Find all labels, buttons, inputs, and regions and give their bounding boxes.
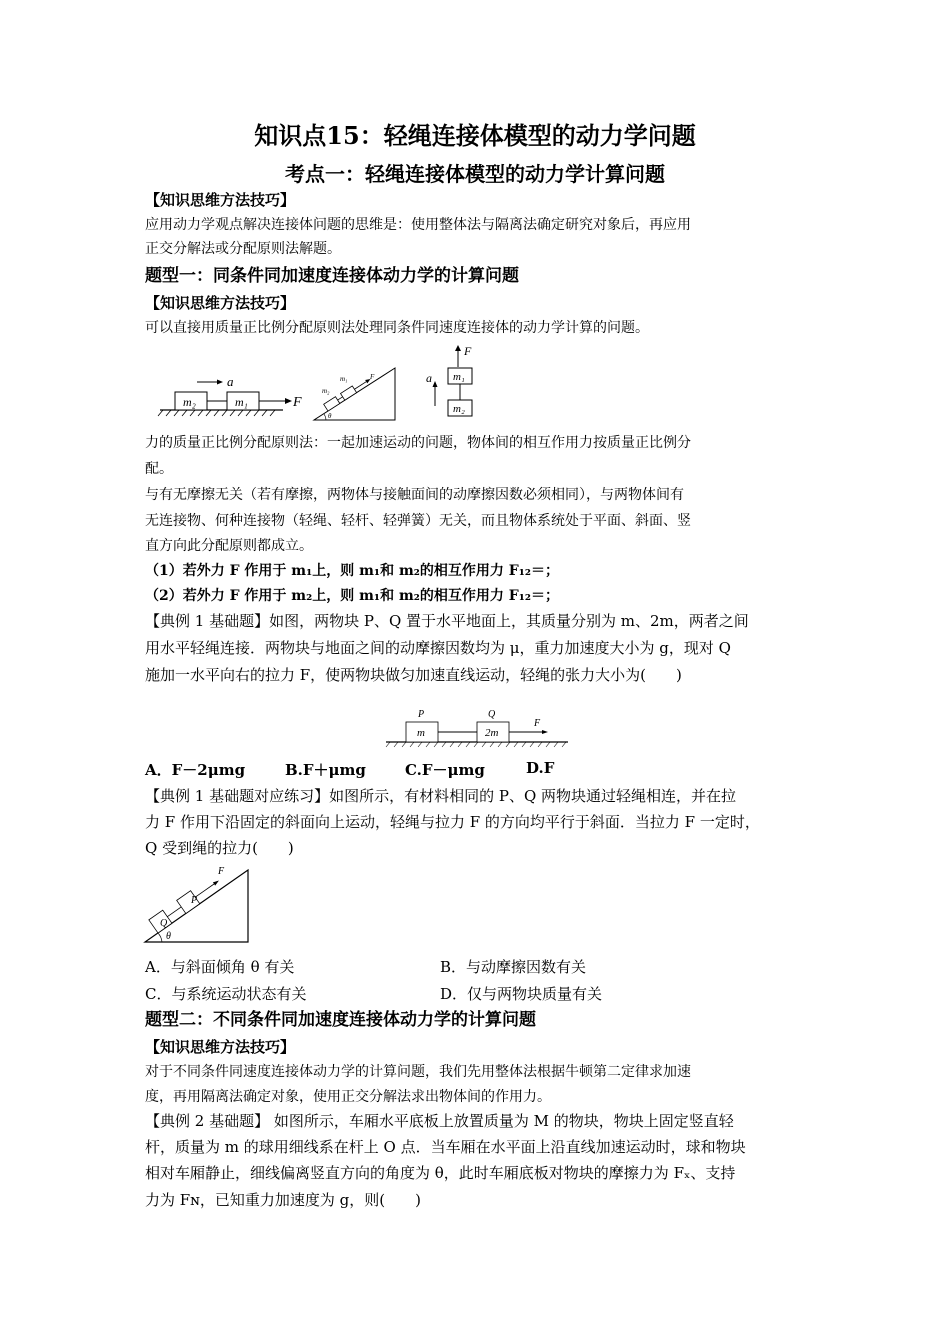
option-d[interactable]: D．仅与两物块质量有关 (440, 985, 603, 1003)
case-1: （1）若外力 F 作用于 m₁上，则 m₁和 m₂的相互作用力 F₁₂＝； (145, 563, 559, 579)
option-c[interactable]: C.F－μmg (405, 761, 485, 779)
paragraph-line: 力的质量正比例分配原则法：一起加速运动的问题，物体间的相互作用力按质量正比例分 (145, 435, 691, 451)
paragraph-line: 直方向此分配原则都成立。 (145, 538, 313, 554)
example2-line: 力为 Fɴ，已知重力加速度为 g，则( ) (145, 1191, 421, 1209)
label-m2: m₂ (183, 395, 196, 409)
label-F: F (218, 866, 225, 877)
type1-heading: 题型一：同条件同加速度连接体动力学的计算问题 (145, 266, 519, 286)
figure-horizontal-blocks (155, 370, 305, 425)
label-F: F (464, 344, 472, 358)
example1-line: 用水平轻绳连接．两物块与地面之间的动摩擦因数均为 μ，重力加速度大小为 g，现对 Q (145, 639, 731, 657)
section-label: 【知识思维方法技巧】 (145, 191, 296, 209)
example2-line: 【典例 2 基础题】 如图所示，车厢水平底板上放置质量为 M 的物块，物块上固定竖直轻 (145, 1112, 734, 1130)
type2-heading: 题型二：不同条件同加速度连接体动力学的计算问题 (145, 1010, 536, 1030)
example2-line: 相对车厢静止，细线偏离竖直方向的角度为 θ，此时车厢底板对物块的摩擦力为 Fₓ、支持 (145, 1164, 736, 1182)
paragraph-line: 与有无摩擦无关（若有摩擦，两物体与接触面间的动摩擦因数必须相同），与两物体间有 (145, 487, 684, 503)
label-Q: Q (160, 918, 168, 929)
example1-line: 施加一水平向右的拉力 F，使两物块做匀加速直线运动，轻绳的张力大小为( ) (145, 666, 682, 684)
figure-incline-blocks (310, 365, 400, 425)
label-F: F (534, 718, 541, 729)
label-m: m (417, 727, 425, 739)
paragraph-line: 可以直接用质量正比例分配原则法处理同条件同速度连接体的动力学计算的问题。 (145, 320, 649, 336)
label-F: F (370, 373, 375, 381)
label-F: F (293, 395, 302, 410)
practice-line: 力 F 作用下沿固定的斜面向上运动，轻绳与拉力 F 的方向均平行于斜面．当拉力 F 一定时， (145, 813, 760, 831)
figure-practice-incline (140, 862, 255, 947)
label-Q: Q (488, 709, 496, 720)
section-label: 【知识思维方法技巧】 (145, 1038, 296, 1056)
paragraph-line: 对于不同条件同速度连接体动力学的计算问题，我们先用整体法根据牛顿第二定律求加速 (145, 1064, 691, 1080)
paragraph-line: 无连接物、何种连接物（轻绳、轻杆、轻弹簧）无关，而且物体系统处于平面、斜面、竖 (145, 513, 691, 529)
practice-line: Q 受到绳的拉力( ) (145, 839, 294, 857)
example2-line: 杆，质量为 m 的球用细线系在杆上 O 点．当车厢在水平面上沿直线加速运动时，球和物块 (145, 1138, 746, 1156)
label-m1: m₁ (453, 371, 465, 383)
figure-example1 (382, 705, 574, 750)
label-2m: 2m (485, 727, 499, 739)
label-m2: m₂ (322, 387, 330, 395)
label-theta: θ (166, 931, 171, 942)
paragraph-line: 度，再用隔离法确定对象，使用正交分解法求出物体间的作用力。 (145, 1089, 551, 1105)
option-b[interactable]: B．与动摩擦因数有关 (440, 958, 587, 976)
example1-line: 【典例 1 基础题】如图，两物块 P、Q 置于水平地面上，其质量分别为 m、2m，两者之间 (145, 612, 749, 630)
page-subtitle: 考点一：轻绳连接体模型的动力学计算问题 (285, 162, 665, 186)
label-m1: m₁ (235, 395, 248, 409)
label-P: P (191, 895, 198, 906)
option-b[interactable]: B.F＋μmg (285, 761, 366, 779)
label-P: P (418, 709, 425, 720)
option-d[interactable]: D.F (526, 759, 555, 777)
paragraph-line: 应用动力学观点解决连接体问题的思维是：使用整体法与隔离法确定研究对象后，再应用 (145, 217, 691, 233)
label-theta: θ (328, 412, 332, 420)
paragraph-line: 正交分解法或分配原则法解题。 (145, 241, 341, 257)
option-c[interactable]: C．与系统运动状态有关 (145, 985, 307, 1003)
label-a: a (227, 374, 234, 389)
option-a[interactable]: A．F－2μmg (145, 761, 246, 779)
case-2: （2）若外力 F 作用于 m₂上，则 m₁和 m₂的相互作用力 F₁₂＝； (145, 588, 559, 604)
paragraph-line: 配。 (145, 461, 173, 477)
label-m2: m₂ (453, 403, 465, 415)
option-a[interactable]: A．与斜面倾角 θ 有关 (145, 958, 295, 976)
figure-vertical-blocks (422, 342, 482, 424)
label-m1: m₁ (340, 375, 348, 383)
practice-line: 【典例 1 基础题对应练习】如图所示，有材料相同的 P、Q 两物块通过轻绳相连，并在拉 (145, 787, 737, 805)
label-a: a (426, 371, 432, 385)
page-title: 知识点15：轻绳连接体模型的动力学问题 (254, 121, 696, 150)
section-label: 【知识思维方法技巧】 (145, 294, 296, 312)
